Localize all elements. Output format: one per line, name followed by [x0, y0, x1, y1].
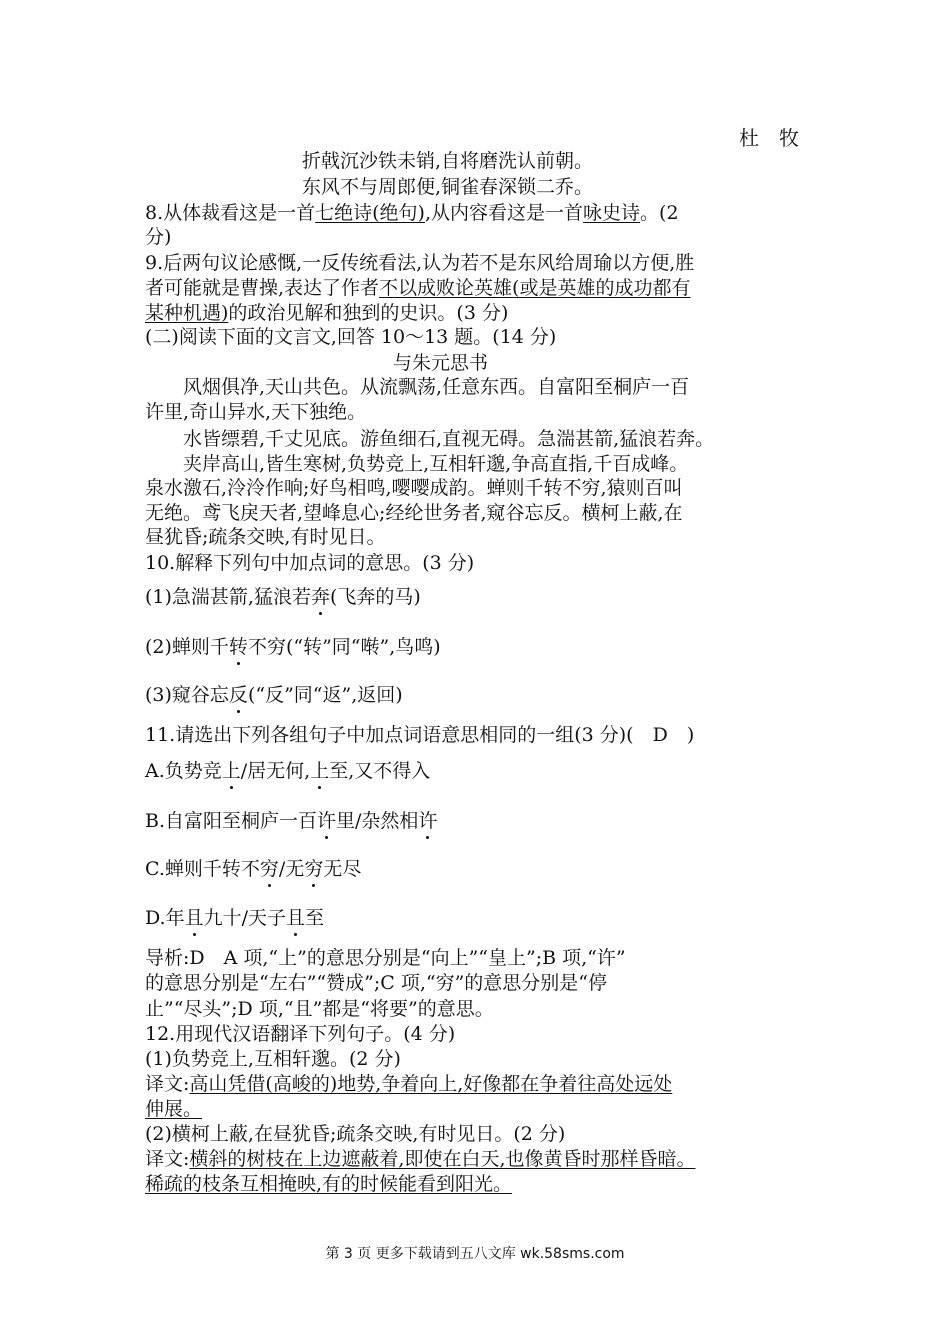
passage-p3-line-1: 夹岸高山,皆生寒树,负势竞上,互相轩邈,争高直指,千百成峰。 [145, 453, 689, 475]
q10-item-3-text: (3)窥谷忘 [145, 684, 229, 706]
passage-p1-line-2: 许里,奇山异水,天下独绝。 [145, 401, 367, 423]
q10-item-3-dotted-word: 反 [228, 684, 248, 706]
q11-analysis-line-1: 导析:D A 项,“上”的意思分别是“向上”“皇上”;B 项,“许” [145, 947, 626, 969]
option-c-dotted-1: 穷 [259, 858, 279, 880]
passage-p3-line-3: 无绝。鸢飞戾天者,望峰息心;经纶世务者,窥谷忘反。横柯上蔽,在 [145, 502, 683, 524]
option-c-text-2: /无 [278, 858, 305, 880]
q8-line-2: 分) [145, 226, 172, 248]
q8-answer-2: 咏史诗 [583, 202, 641, 224]
option-a-text-1: A.负势竞 [145, 760, 222, 782]
q11-option-d [145, 905, 324, 931]
q10-item-3 [145, 682, 403, 708]
option-d-text-3: 至 [305, 907, 325, 929]
q8-answer-1: 七绝诗(绝句) [315, 202, 425, 224]
question-11-stem: 11.请选出下列各组句子中加点词语意思相同的一组(3 分)( D ) [145, 724, 695, 746]
option-d-text-2: 九十/天子 [203, 907, 287, 929]
q10-item-1-dotted-word: 奔 [310, 586, 330, 608]
q10-item-2-text: (2)蝉则千 [145, 636, 229, 658]
option-c-text-3: 无尽 [323, 858, 362, 880]
q12-translation-2-line-2: 稀疏的枝条互相掩映,有的时候能看到阳光。 [145, 1173, 513, 1195]
q10-item-2-answer: 不穷(“转”同“啭”,鸟鸣) [247, 636, 441, 658]
option-d-text-1: D.年 [145, 907, 185, 929]
q9-answer-part-1: 不以成败论英雄(或是英雄的成功都有 [379, 277, 691, 299]
option-a-dotted-2: 上 [310, 760, 330, 782]
option-a-dotted-1: 上 [221, 760, 241, 782]
translation-1-text: 高山凭借(高峻的)地势,争着向上,好像都在争着往高处远处 [189, 1073, 673, 1095]
option-b-dotted-1: 许 [317, 810, 337, 832]
poem-author: 杜 牧 [739, 126, 799, 150]
q12-translation-2-line-1 [145, 1146, 696, 1172]
q10-item-2-dotted-word: 转 [228, 636, 248, 658]
question-10-stem: 10.解释下列句中加点词的意思。(3 分) [145, 552, 475, 574]
q12-sentence-1: (1)负势竞上,互相轩邈。(2 分) [145, 1048, 401, 1070]
q8-text-c: 。(2 [640, 202, 679, 224]
passage-title: 与朱元思书 [393, 352, 489, 374]
q9-text-a: 者可能就是曹操,表达了作者 [145, 277, 380, 299]
q10-item-1-answer: (飞奔的马) [329, 586, 421, 608]
q11-option-b [145, 808, 437, 834]
option-b-dotted-2: 许 [418, 810, 438, 832]
question-8 [145, 200, 679, 226]
translation-2-text: 横斜的树枝在上边遮蔽着,即使在白天,也像黄昏时那样昏暗。 [189, 1148, 696, 1170]
option-c-dotted-2: 穷 [304, 858, 324, 880]
option-b-text-1: B.自富阳至桐庐一百 [145, 810, 318, 832]
q11-analysis-line-3: 止”“尽头”;D 项,“且”都是“将要”的意思。 [145, 998, 494, 1020]
option-d-dotted-1: 且 [184, 907, 204, 929]
poem-line-1: 折戟沉沙铁未销,自将磨洗认前朝。 [302, 150, 594, 172]
passage-p2: 水皆缥碧,千丈见底。游鱼细石,直视无碍。急湍甚箭,猛浪若奔。 [145, 428, 715, 450]
option-b-text-2: 里/杂然相 [336, 810, 419, 832]
question-9-line-2 [145, 275, 690, 301]
poem-line-2: 东风不与周郎便,铜雀春深锁二乔。 [302, 176, 594, 198]
option-a-text-2: /居无何, [240, 760, 311, 782]
translation-label: 译文: [145, 1148, 190, 1170]
q11-option-c [145, 856, 361, 882]
q10-item-1 [145, 584, 421, 610]
q9-answer-part-2: 某种机遇) [145, 302, 229, 324]
question-9-line-1: 9.后两句议论感慨,一反传统看法,认为若不是东风给周瑜以方便,胜 [145, 252, 695, 274]
q10-item-2 [145, 634, 441, 660]
q12-translation-1-line-2: 伸展。 [145, 1098, 203, 1120]
passage-p3-line-4: 昼犹昏;疏条交映,有时见日。 [145, 526, 386, 548]
q12-translation-1-line-1 [145, 1071, 672, 1097]
q10-item-1-text: (1)急湍甚箭,猛浪若 [145, 586, 311, 608]
section-2-intro: (二)阅读下面的文言文,回答 10～13 题。(14 分) [145, 326, 557, 348]
q9-text-b: 的政治见解和独到的史识。(3 分) [228, 302, 509, 324]
question-9-line-3 [145, 300, 508, 326]
q12-sentence-2: (2)横柯上蔽,在昼犹昏;疏条交映,有时见日。(2 分) [145, 1123, 566, 1145]
passage-p3-line-2: 泉水激石,泠泠作响;好鸟相鸣,嘤嘤成韵。蝉则千转不穷,猿则百叫 [145, 477, 683, 499]
q8-text-a: 8.从体裁看这是一首 [145, 202, 316, 224]
q8-text-b: ,从内容看这是一首 [424, 202, 584, 224]
option-d-dotted-2: 且 [286, 907, 306, 929]
q11-analysis-line-2: 的意思分别是“左右”“赞成”;C 项,“穷”的意思分别是“停 [145, 972, 608, 994]
question-12-stem: 12.用现代汉语翻译下列句子。(4 分) [145, 1023, 456, 1045]
passage-p1-line-1: 风烟俱净,天山共色。从流飘荡,任意东西。自富阳至桐庐一百 [145, 376, 690, 398]
page-footer: 第 3 页 更多下载请到五八文库 wk.58sms.com [325, 1246, 625, 1262]
translation-label: 译文: [145, 1073, 190, 1095]
option-c-text-1: C.蝉则千转不 [145, 858, 260, 880]
option-a-text-3: 至,又不得入 [329, 760, 431, 782]
q11-option-a [145, 758, 430, 784]
q10-item-3-answer: (“反”同“返”,返回) [247, 684, 403, 706]
